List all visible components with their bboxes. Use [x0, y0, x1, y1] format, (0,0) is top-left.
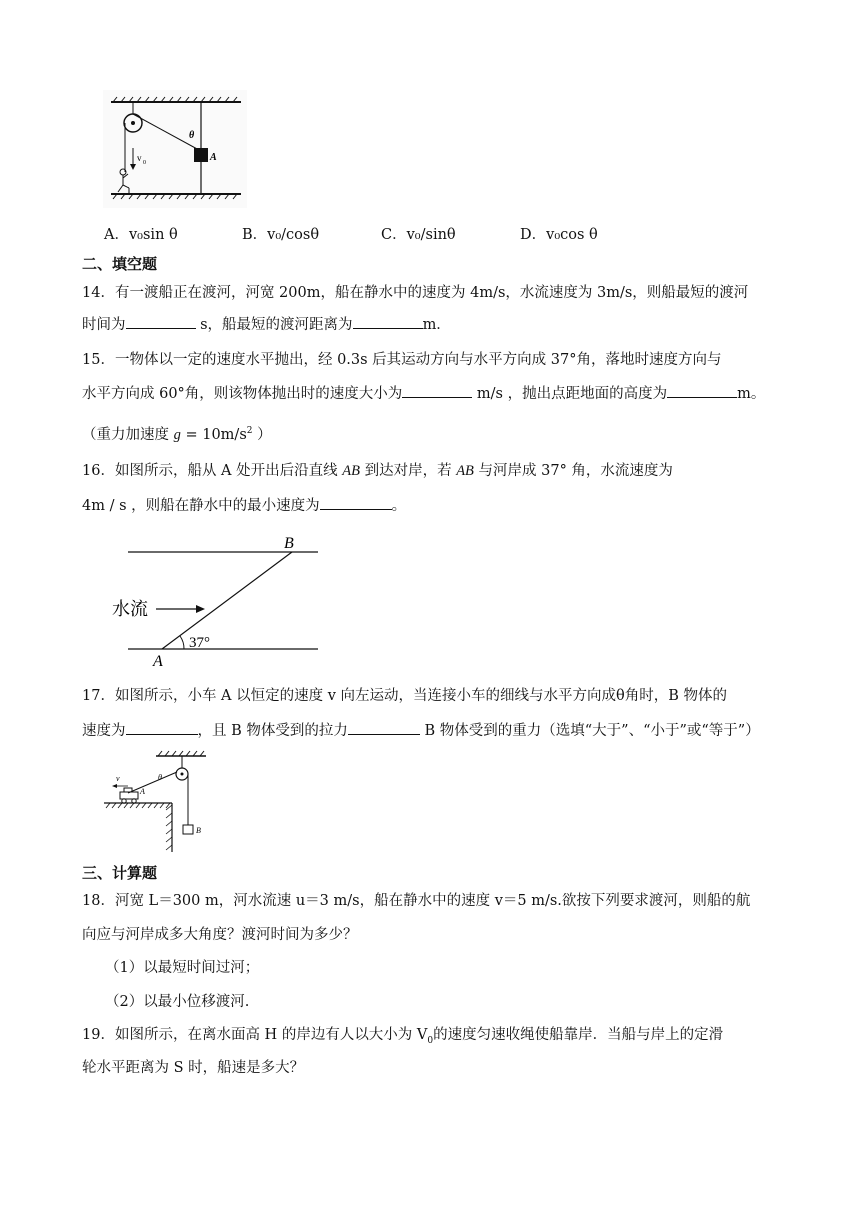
- pulley-diagram: [103, 90, 247, 208]
- q17-label-a: A: [140, 787, 145, 796]
- q19-line-1: 19．如图所示，在离水面高 H 的岸边有人以大小为 $V_0$的速度匀速收绳使船靠岸．当船与岸上的定滑: [82, 1027, 724, 1046]
- q14-blank-1[interactable]: [126, 314, 196, 329]
- q18-sub-1: （1）以最短时间过河；: [105, 960, 260, 976]
- q17-blank-1[interactable]: [126, 720, 198, 735]
- q14-blank-2[interactable]: [353, 314, 423, 329]
- q19-line-2: 轮水平距离为 S 时，船速是多大？: [82, 1060, 305, 1076]
- q13-v0-label: v: [137, 153, 142, 163]
- q15-blank-1[interactable]: [402, 383, 472, 398]
- q18-line-2: 向应与河岸成多大角度？渡河时间为多少？: [82, 927, 358, 943]
- q13-option-b: B．v₀/cosθ: [242, 227, 320, 243]
- q17-line-1: 17．如图所示，小车 A 以恒定的速度 v 向左运动，当连接小车的细线与水平方向成θ角时，B 物体的: [82, 688, 728, 704]
- cart-pulley-diagram: [100, 748, 225, 858]
- q17-label-b: B: [196, 826, 201, 835]
- q13-option-d: D．v₀cos θ: [520, 227, 598, 243]
- q16-line-1: 16．如图所示，船从 A 处开出后沿直线 AB 到达对岸，若 AB 与河岸成 37° 角，水流速度为: [82, 463, 673, 479]
- q17-line-2: 速度为 ，且 B 物体受到的拉力 B 物体受到的重力（选填“大于”、“小于”或“等于”）: [82, 720, 760, 741]
- q16-figure: [100, 532, 330, 672]
- q13-theta-label: θ: [189, 130, 195, 141]
- river-crossing-diagram: [100, 532, 330, 672]
- q16-label-b: B: [284, 535, 294, 552]
- q18-line-1: 18．河宽 L＝300 m，河水流速 u＝3 m/s，船在静水中的速度 v＝5 m/s.欲按下列要求渡河，则船的航: [82, 893, 751, 909]
- section-heading-fill-in: 二、填空题: [82, 255, 158, 273]
- q13-label-a: A: [210, 152, 217, 163]
- q16-line-2: 4m / s ，则船在静水中的最小速度为 。: [82, 495, 406, 516]
- cart-velocity-arrow-icon: [112, 784, 117, 788]
- section-heading-calculation: 三、计算题: [82, 864, 158, 882]
- q16-water-label: 水流: [112, 599, 148, 620]
- q15-blank-2[interactable]: [667, 383, 737, 398]
- q13-option-c: C．v₀/sinθ: [381, 227, 456, 243]
- q16-angle-label: 37°: [189, 635, 210, 651]
- q14-line-2: 时间为 s，船最短的渡河距离为 m．: [82, 314, 451, 335]
- q13-v0-sub: 0: [143, 160, 146, 166]
- q14-line-1: 14．有一渡船正在渡河，河宽 200m，船在静水中的速度为 4m/s，水流速度为 3m/s，则船最短的渡河: [82, 285, 749, 301]
- q17-blank-2[interactable]: [348, 720, 420, 735]
- q15-line-2: 水平方向成 60°角，则该物体抛出时的速度大小为 m/s ，抛出点距地面的高度为 m。: [82, 383, 765, 404]
- q16-label-a: A: [153, 653, 163, 670]
- q15-line-3: （重力加速度 $g = 10m/s^2$ ）: [82, 426, 272, 443]
- q18-sub-2: （2）以最小位移渡河.: [105, 994, 250, 1010]
- q13-option-a: A．v₀sin θ: [104, 227, 178, 243]
- q17-theta-label: θ: [158, 773, 162, 782]
- water-flow-arrow-icon: [196, 605, 205, 613]
- q17-figure: [100, 748, 225, 858]
- q16-blank-1[interactable]: [320, 495, 392, 510]
- q17-v-label: v: [116, 774, 120, 783]
- q15-line-1: 15．一物体以一定的速度水平抛出，经 0.3s 后其运动方向与水平方向成 37°角，落地时速度方向与: [82, 352, 722, 368]
- q13-figure: [103, 90, 247, 208]
